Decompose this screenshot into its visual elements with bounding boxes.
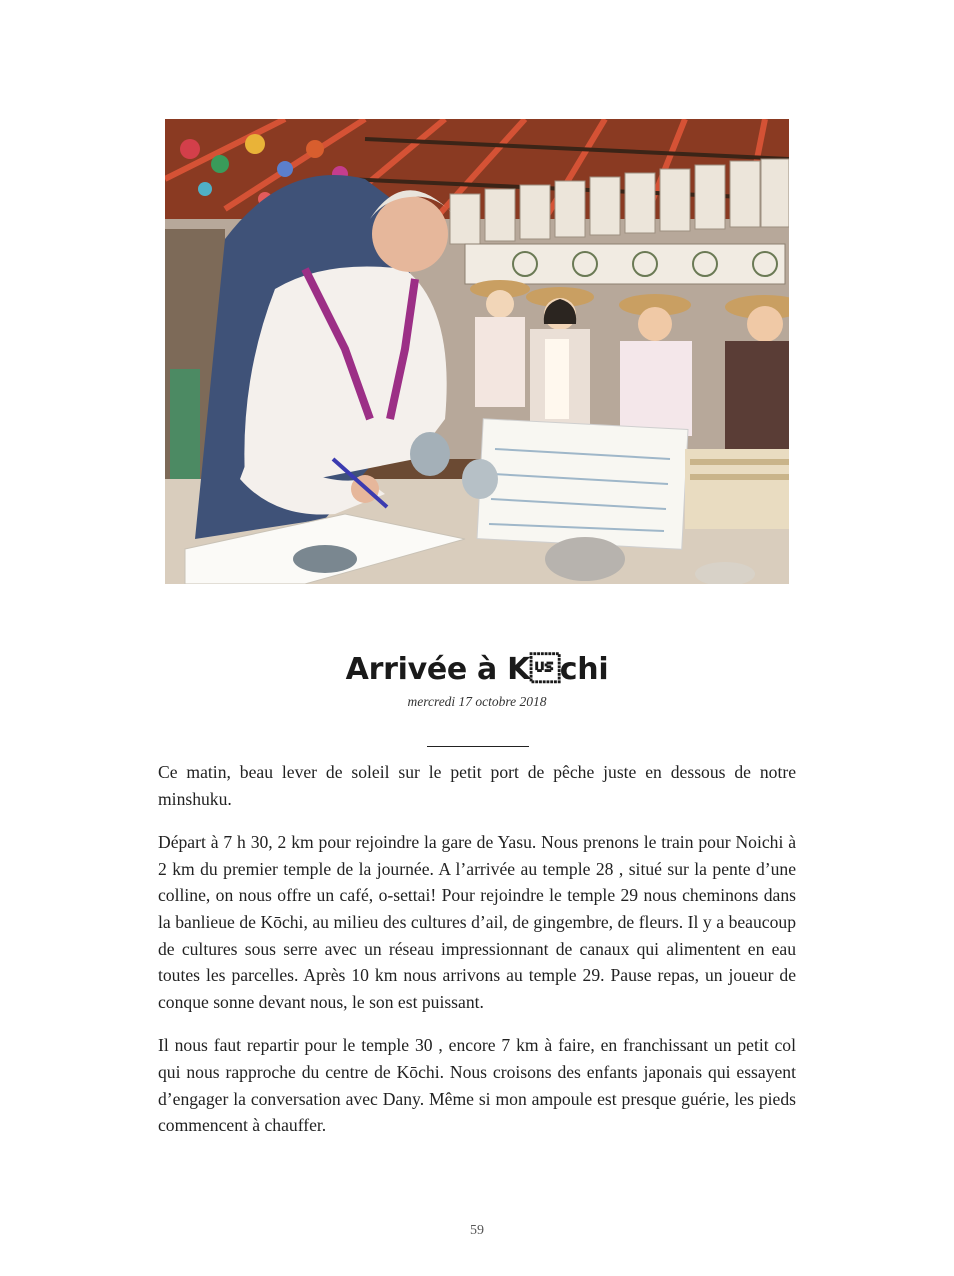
post-date: mercredi 17 octobre 2018 bbox=[407, 694, 547, 709]
post-body bbox=[158, 759, 796, 1156]
photo-illustration bbox=[165, 119, 789, 584]
paragraph: Il nous faut repartir pour le temple 30 , encore 7 km à faire, en franchissant un petit col qui nous rapproche du centre de Kōchi. Nous croisons des enfants japonais qui essayent d’engager la conversation avec Dany. Même si mon ampoule est presque guérie, les pieds commencent à chauffer. bbox=[158, 1035, 796, 1136]
paragraph: Ce matin, beau lever de soleil sur le petit port de pêche juste en dessous de notre minshuku. bbox=[158, 762, 796, 809]
paragraph: Départ à 7 h 30, 2 km pour rejoindre la gare de Yasu. Nous prenons le train pour Noichi à 2 km du premier temple de la journée. A l’arrivée au temple 28 , situé sur la pente d’une colline, on nous offre un café, o-settai! Pour rejoindre le temple 29 nous cheminons dans la banlieue de Kōchi, au milieu des cultures d’ail, de gingembre, de fleurs. Il y a beaucoup de cultures sous serre avec un réseau impressionnant de canaux qui alimentent en eau toutes les parcelles. Après 10 km nous arrivons au temple 29. Pause repas, un joueur de conque sonne devant nous, le son est puissant. bbox=[158, 832, 796, 1012]
post-title: Arrivée à K chi bbox=[345, 652, 609, 687]
separator-rule bbox=[427, 746, 529, 747]
page-number: 59 bbox=[470, 1223, 484, 1238]
pilgrim-photo bbox=[165, 119, 789, 584]
